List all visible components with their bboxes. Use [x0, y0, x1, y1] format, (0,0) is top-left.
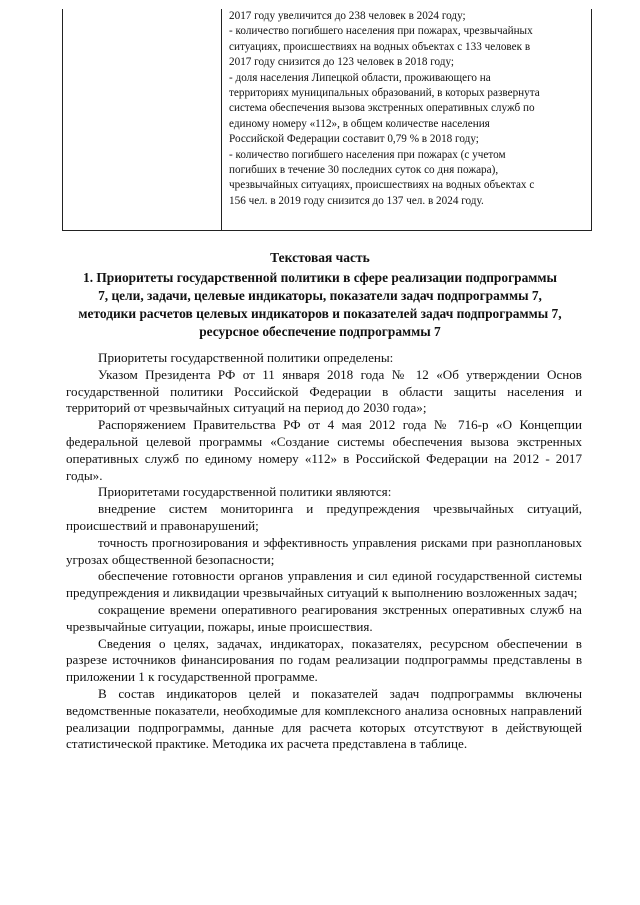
section-title — [0, 269, 640, 341]
paragraph: точность прогнозирования и эффективность управления рисками при разноплановых угрозах общественной безопасности; — [66, 534, 582, 567]
table-cell-line: чрезвычайных ситуациях, происшествиях на водных объектах с — [229, 179, 535, 192]
table-cell-line: территориях муниципальных образований, в которых развернута — [229, 87, 540, 100]
section-title-line: ресурсное обеспечение подпрограммы 7 — [199, 324, 441, 339]
table-cell-line: единому номеру «112», в общем количестве населения — [229, 117, 490, 130]
table-cell-line: ситуациях, происшествиях на водных объектах с 133 человек в — [229, 40, 531, 53]
paragraph: Приоритетами государственной политики являются: — [98, 484, 392, 500]
table-cell-line: система обеспечения вызова экстренных оперативных служб по — [229, 102, 535, 115]
section-body — [66, 350, 582, 753]
table-cell-line: - количество погибшего населения при пожарах (с учетом — [229, 148, 506, 161]
table-cell-line: - количество погибшего населения при пожарах, чрезвычайных — [229, 25, 533, 38]
paragraph: Указом Президента РФ от 11 января 2018 года № 12 «Об утверждении Основ государственной политики Российской Федерации в области защиты населения и территорий от чрезвычайных ситуаций на период до 2030 года»; — [66, 366, 582, 416]
indicators-table-fragment — [62, 9, 592, 231]
paragraph: В состав индикаторов целей и показателей задач подпрограммы включены ведомственные показатели, необходимые для комплексного анализа основных направлений реализации подпрограммы, данные для расчета которых отсутствуют в действующей статистической практике. Методика их расчета представлена в таблице. — [66, 685, 582, 752]
paragraph: внедрение систем мониторинга и предупреждения чрезвычайных ситуаций, происшествий и правонарушений; — [66, 501, 582, 533]
table-cell-line: Российской Федерации составит 0,79 % в 2018 году; — [229, 133, 479, 146]
paragraph: Приоритеты государственной политики определены: — [98, 350, 394, 365]
section-title-line: 7, цели, задачи, целевые индикаторы, показатели задач подпрограммы 7, — [98, 288, 542, 303]
section-title-line: методики расчетов целевых индикаторов и показателей задач подпрограммы 7, — [78, 306, 562, 321]
paragraph: Сведения о целях, задачах, индикаторах, показателях, ресурсном обеспечении в разрезе источников финансирования по годам реализации подпрограммы представлены в приложении 1 к государственной программе. — [66, 635, 582, 685]
table-cell-line: 156 чел. в 2019 году снизится до 137 чел. в 2024 году. — [229, 194, 484, 207]
paragraph: Распоряжением Правительства РФ от 4 мая 2012 года № 716-р «О Концепции федеральной целевой программы «Создание системы обеспечения вызова экстренных оперативных служб по единому номеру «112» в Российской Федерации на 2012 - 2017 годы». — [66, 417, 582, 483]
paragraph: обеспечение готовности органов управления и сил единой государственной системы предупреждения и ликвидации чрезвычайных ситуаций к выполнению возложенных задач; — [66, 568, 582, 601]
table-cell-line: - доля населения Липецкой области, проживающего на — [229, 71, 491, 84]
text-part-title: Текстовая часть — [270, 250, 370, 265]
table-cell-line: погибших в течение 30 последних суток со дня пожара), — [229, 164, 499, 177]
table-left-cell — [63, 9, 222, 230]
table-cell-line: 2017 году снизится до 123 человек в 2018 году; — [229, 56, 455, 69]
table-right-cell — [229, 9, 587, 209]
section-title-line: 1. Приоритеты государственной политики в сфере реализации подпрограммы — [83, 270, 557, 285]
paragraph: сокращение времени оперативного реагирования экстренных оперативных служб на чрезвычайные ситуации, пожары, иные происшествия. — [66, 601, 582, 634]
table-cell-line: 2017 году увеличится до 238 человек в 2024 году; — [229, 10, 466, 22]
